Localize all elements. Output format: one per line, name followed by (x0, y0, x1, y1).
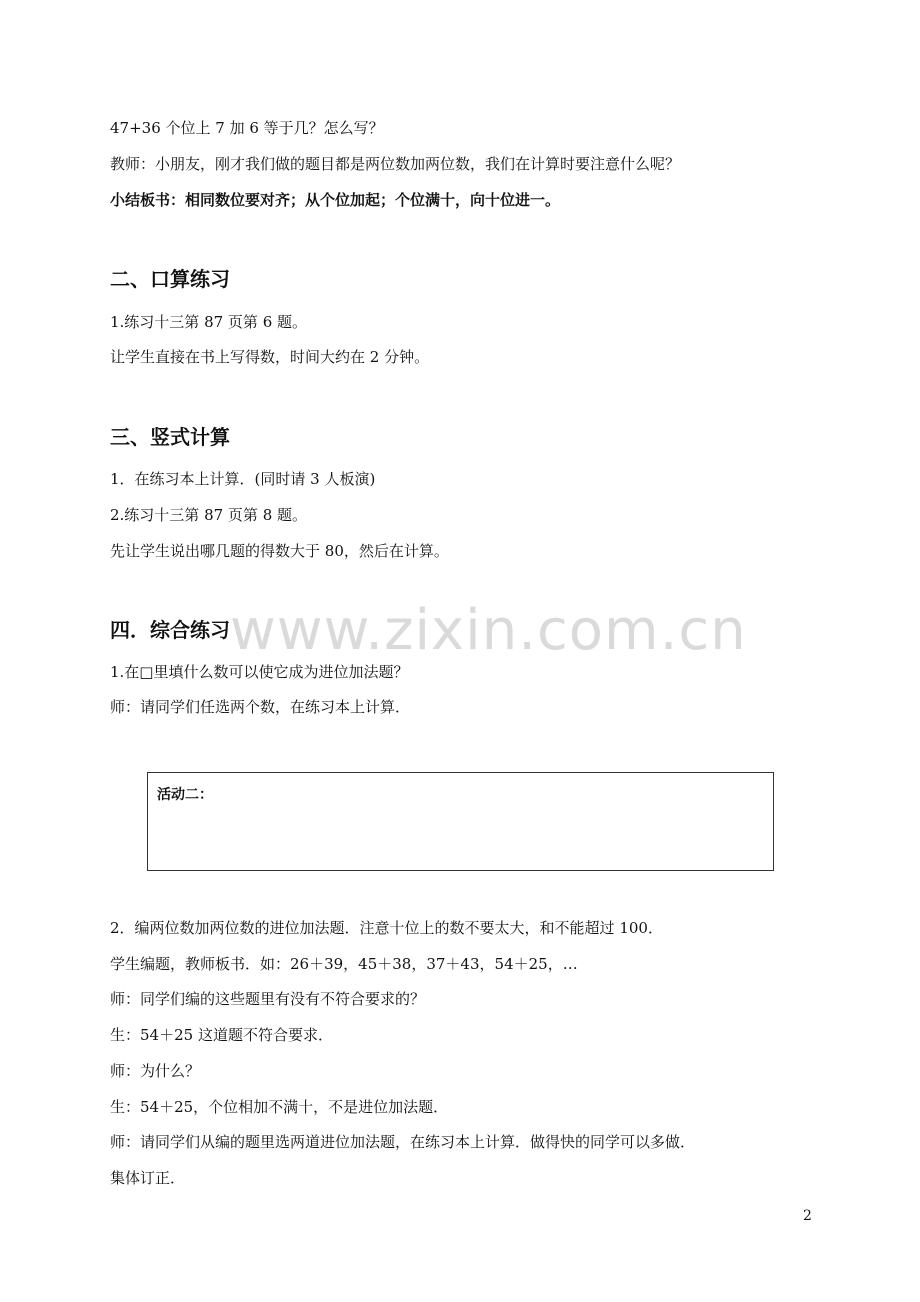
text-line: 学生编题，教师板书．如：26＋39，45＋38，37＋43，54＋25，… (110, 955, 578, 973)
activity-box (147, 772, 774, 871)
text-line: 师：同学们编的这些题里有没有不符合要求的？ (110, 990, 426, 1008)
watermark: www.zixin.com.cn (230, 598, 747, 663)
text-line: 1.在□里填什么数可以使它成为进位加法题？ (110, 663, 409, 681)
text-line: 2．编两位数加两位数的进位加法题．注意十位上的数不要太大，和不能超过 100． (110, 919, 663, 937)
text-line: 教师：小朋友，刚才我们做的题目都是两位数加两位数，我们在计算时要注意什么呢？ (110, 155, 681, 173)
text-line: 1．在练习本上计算．(同时请 3 人板演) (110, 470, 376, 488)
text-line: 先让学生说出哪几题的得数大于 80，然后在计算。 (110, 542, 449, 560)
text-line: 让学生直接在书上写得数，时间大约在 2 分钟。 (110, 348, 430, 366)
page-number: 2 (803, 1208, 812, 1224)
text-line: 师：请同学们任选两个数，在练习本上计算． (110, 698, 411, 716)
text-line: 集体订正． (110, 1169, 186, 1187)
text-line: 生：54＋25 这道题不符合要求． (110, 1026, 333, 1044)
activity-label: 活动二： (157, 787, 213, 803)
section-heading-4: 四．综合练习 (110, 618, 230, 642)
summary-line: 小结板书：相同数位要对齐；从个位加起；个位满十，向十位进一。 (110, 191, 561, 209)
text-line: 师：为什么？ (110, 1062, 201, 1080)
text-line: 47+36 个位上 7 加 6 等于几？怎么写？ (110, 119, 384, 137)
text-line: 生：54＋25，个位相加不满十，不是进位加法题． (110, 1098, 449, 1116)
text-line: 师：请同学们从编的题里选两道进位加法题，在练习本上计算．做得快的同学可以多做． (110, 1133, 696, 1151)
section-heading-3: 三、竖式计算 (110, 425, 230, 449)
text-line: 1.练习十三第 87 页第 6 题。 (110, 313, 308, 331)
text-line: 2.练习十三第 87 页第 8 题。 (110, 506, 308, 524)
section-heading-2: 二、口算练习 (110, 267, 230, 291)
